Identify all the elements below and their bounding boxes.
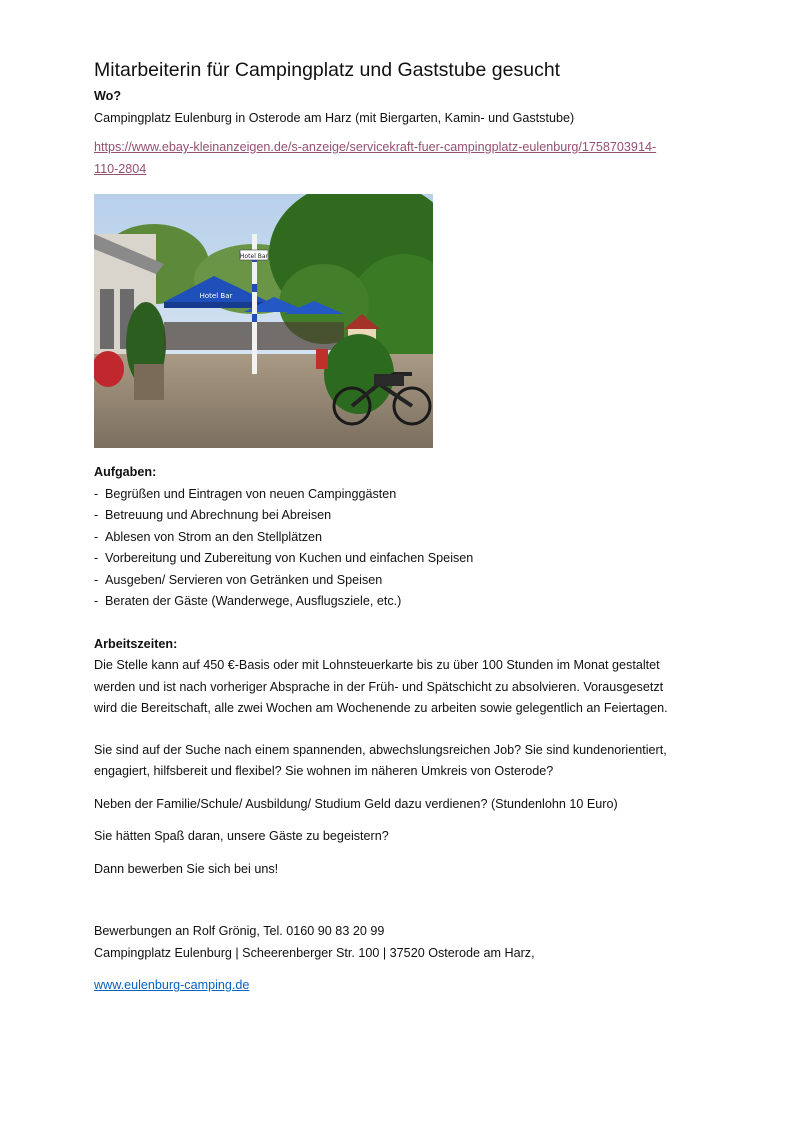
photo-sign: Hotel Bar	[239, 253, 269, 260]
contact-line: Bewerbungen an Rolf Grönig, Tel. 0160 90 83 20 99	[94, 924, 385, 938]
where-text: Campingplatz Eulenburg in Osterode am Harz (mit Biergarten, Kamin- und Gaststube)	[94, 110, 575, 125]
search-line: engagiert, hilfsbereit und flexibel? Sie wohnen im näheren Umkreis von Osterode?	[94, 764, 554, 778]
list-item: - Vorbereitung und Zubereitung von Kuchen und einfachen Speisen	[94, 551, 474, 565]
hours-heading: Arbeitszeiten:	[94, 636, 178, 651]
earn-text: Neben der Familie/Schule/ Ausbildung/ Studium Geld dazu verdienen? (Stundenlohn 10 Euro)	[94, 796, 618, 811]
search-line: Sie sind auf der Suche nach einem spannenden, abwechslungsreichen Job? Sie sind kundenorientiert,	[94, 742, 667, 757]
ad-link[interactable]	[94, 137, 714, 180]
fun-text: Sie hätten Spaß daran, unsere Gäste zu begeistern?	[94, 829, 389, 843]
hours-line: werden und ist nach vorheriger Absprache in der Früh- und Spätschicht zu absolvieren. Vorausgesetzt	[94, 679, 664, 694]
tasks-heading: Aufgaben:	[94, 465, 157, 479]
hours-line: wird die Bereitschaft, alle zwei Wochen am Wochenende zu arbeiten sowie gelegentlich an Feiertagen.	[94, 701, 668, 715]
ad-link-line-2[interactable]: 110-2804	[94, 161, 147, 176]
list-item: - Ausgeben/ Servieren von Getränken und Speisen	[94, 572, 383, 587]
document-page	[94, 56, 714, 997]
list-item: - Beraten der Gäste (Wanderwege, Ausflugsziele, etc.)	[94, 594, 402, 608]
ad-link-line-1[interactable]: https://www.ebay-kleinanzeigen.de/s-anzeige/servicekraft-fuer-campingplatz-eulenburg/1758703914-	[94, 140, 657, 154]
where-heading: Wo?	[94, 89, 122, 103]
beer-garden-photo	[94, 194, 433, 448]
apply-text: Dann bewerben Sie sich bei uns!	[94, 861, 279, 876]
hours-line: Die Stelle kann auf 450 €-Basis oder mit Lohnsteuerkarte bis zu über 100 Stunden im Monat gestaltet	[94, 658, 660, 672]
tasks-list	[94, 484, 714, 613]
list-item: - Betreuung und Abrechnung bei Abreisen	[94, 508, 332, 522]
contact-address: Campingplatz Eulenburg | Scheerenberger Str. 100 | 37520 Osterode am Harz,	[94, 945, 535, 960]
list-item: - Begrüßen und Eintragen von neuen Campinggästen	[94, 486, 397, 501]
umbrella-label: Hotel Bar	[199, 292, 233, 300]
page-title: Mitarbeiterin für Campingplatz und Gaststube gesucht	[94, 59, 561, 81]
website-link[interactable]: www.eulenburg-camping.de	[94, 978, 250, 992]
list-item: - Ablesen von Strom an den Stellplätzen	[94, 529, 323, 544]
